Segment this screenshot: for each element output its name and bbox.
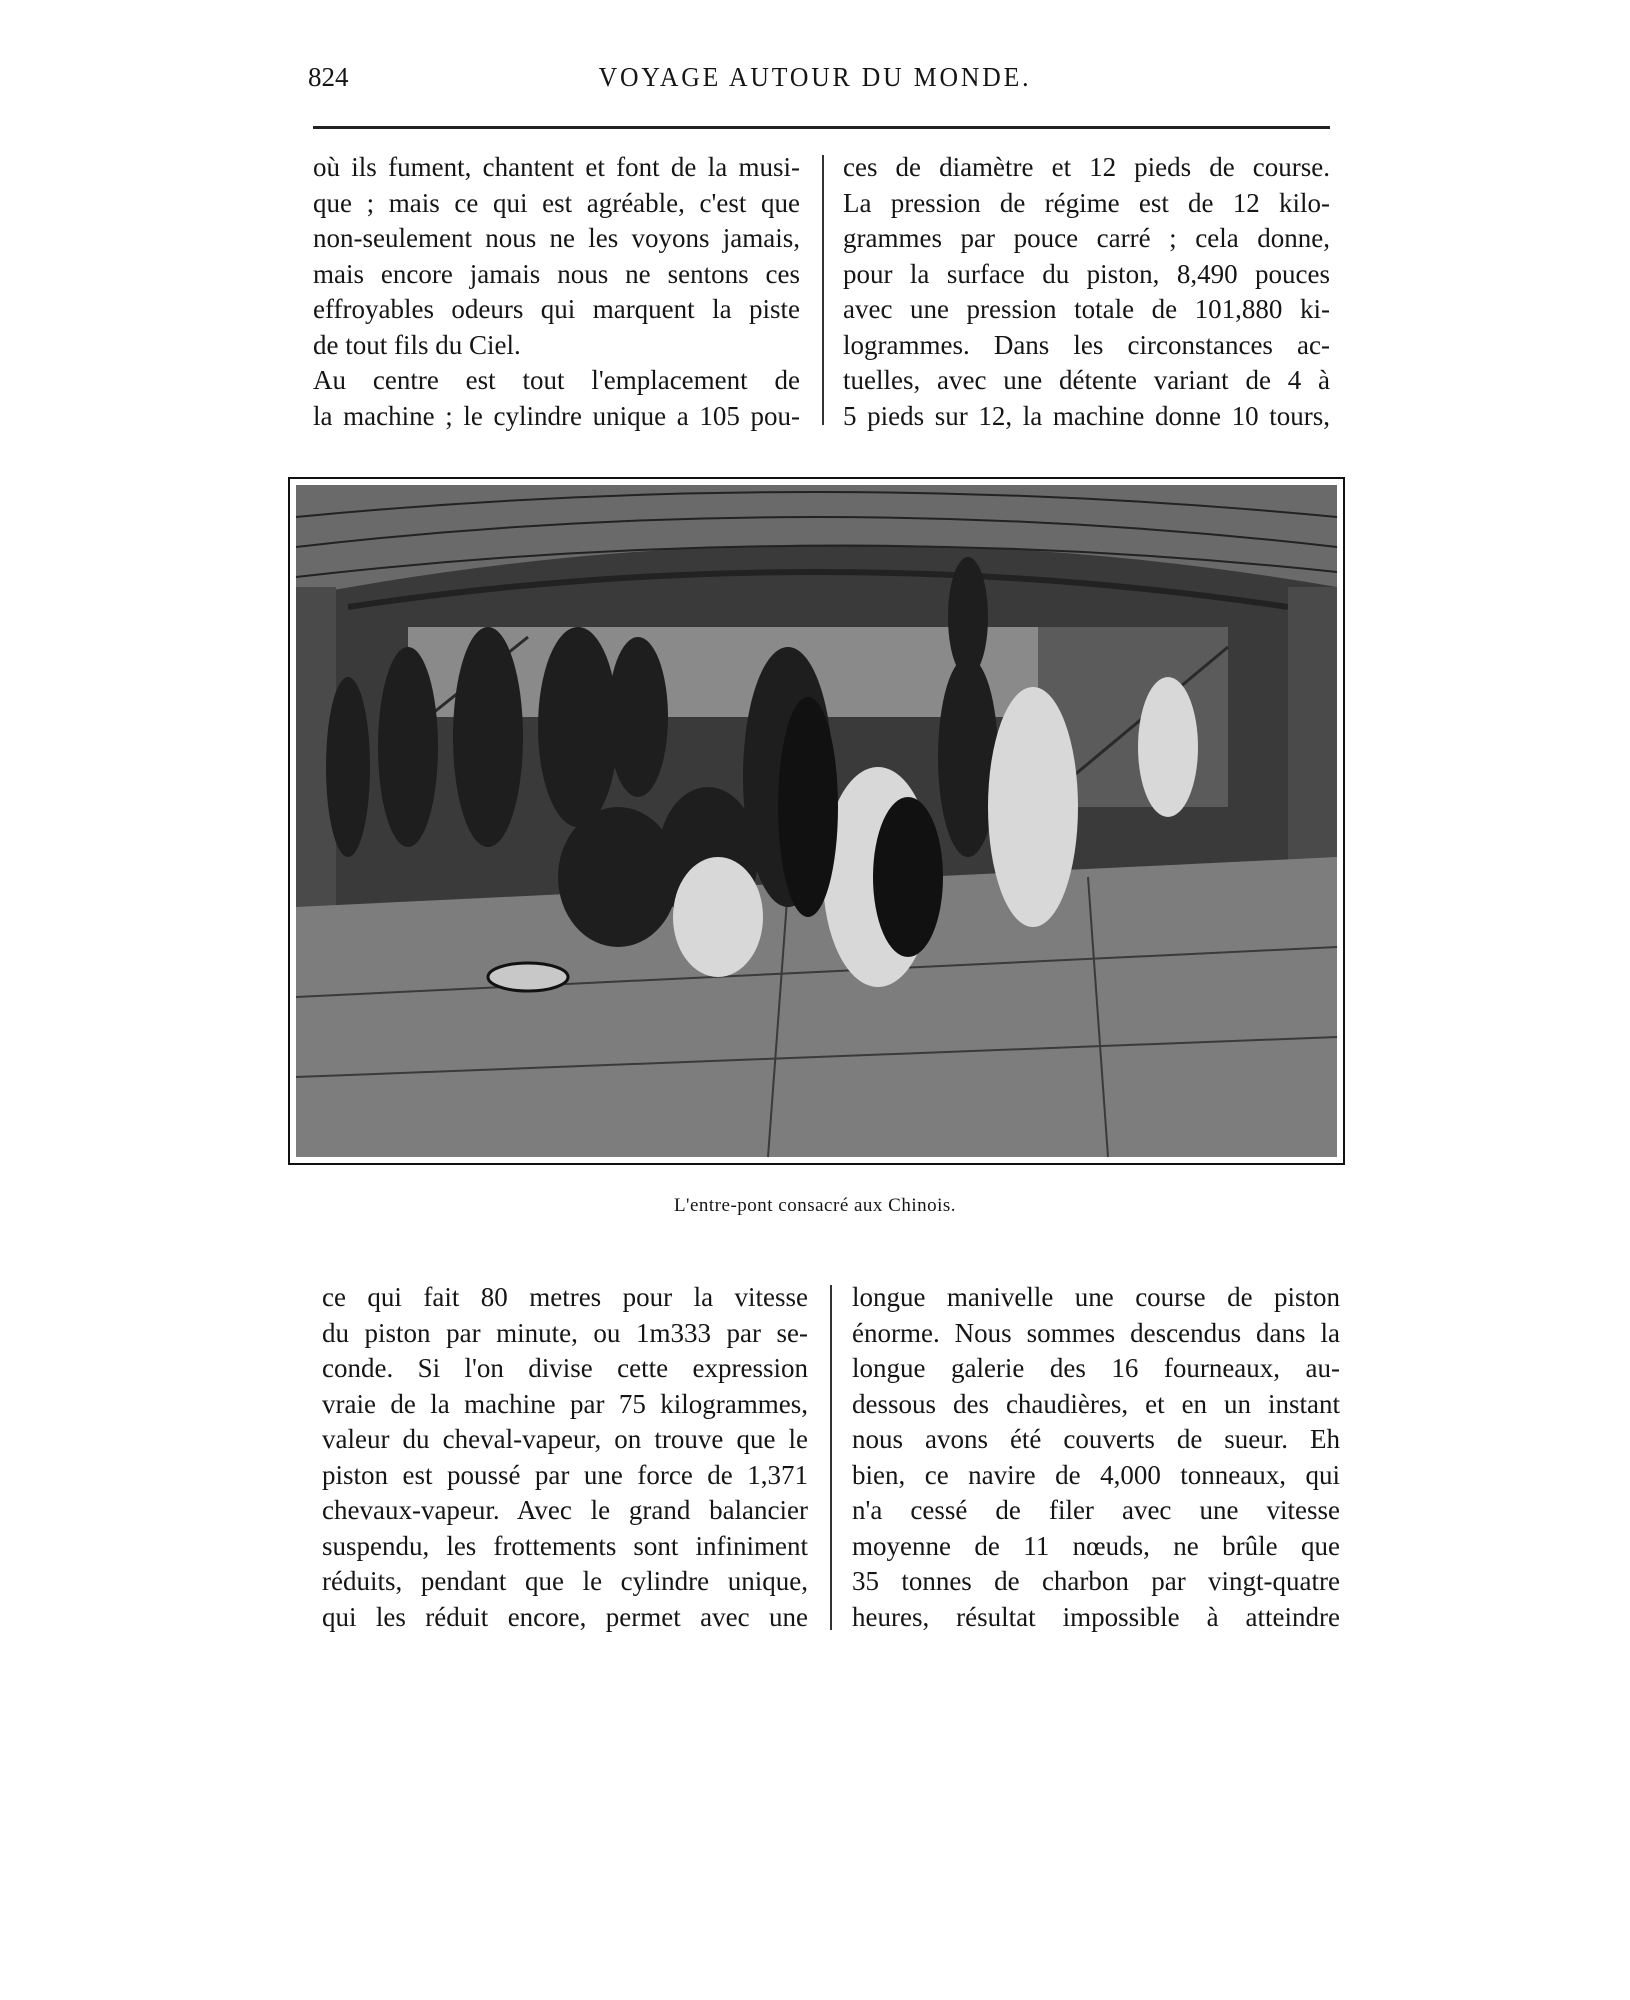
text-line: de tout fils du Ciel.	[313, 329, 521, 360]
figure-caption: L'entre-pont consacré aux Chinois.	[673, 1195, 957, 1216]
text-column-top-left	[313, 150, 800, 434]
text-line: nous avons été couverts de sueur. Eh	[852, 1424, 1340, 1454]
text-line: logrammes. Dans les circonstances ac-	[843, 329, 1330, 360]
text-line: n'a cessé de filer avec une vitesse	[852, 1495, 1340, 1525]
text-line: piston est poussé par une force de 1,371	[322, 1459, 808, 1490]
running-header	[300, 62, 1330, 102]
text-line: réduits, pendant que le cylindre unique,	[322, 1566, 808, 1596]
text-column-bottom-left	[322, 1280, 808, 1635]
column-divider	[830, 1285, 832, 1630]
text-line: énorme. Nous sommes descendus dans la	[852, 1317, 1340, 1348]
text-line: moyenne de 11 nœuds, ne brûle que	[852, 1530, 1340, 1561]
page-number: 824	[308, 62, 349, 92]
text-line: ce qui fait 80 metres pour la vitesse	[322, 1282, 808, 1312]
text-line: dessous des chaudières, et en un instant	[852, 1388, 1340, 1419]
text-line: vraie de la machine par 75 kilogrammes,	[322, 1388, 808, 1419]
text-line: heures, résultat impossible à atteindre	[852, 1601, 1340, 1632]
text-line: du piston par minute, ou 1m333 par se-	[322, 1317, 808, 1348]
text-line: pour la surface du piston, 8,490 pouces	[843, 258, 1330, 289]
text-line: qui les réduit encore, permet avec une	[322, 1601, 808, 1632]
text-line: où ils fument, chantent et font de la musi-	[313, 152, 800, 182]
text-line: que ; mais ce qui est agréable, c'est que	[313, 187, 800, 218]
text-line: valeur du cheval-vapeur, on trouve que le	[322, 1424, 808, 1454]
column-divider	[822, 155, 824, 425]
text-line: chevaux-vapeur. Avec le grand balancier	[322, 1495, 808, 1525]
text-line: 5 pieds sur 12, la machine donne 10 tours,	[843, 400, 1330, 431]
text-line: effroyables odeurs qui marquent la piste	[313, 294, 800, 324]
text-line: 35 tonnes de charbon par vingt-quatre	[852, 1566, 1340, 1596]
text-line: mais encore jamais nous ne sentons ces	[313, 258, 800, 289]
text-line: La pression de régime est de 12 kilo-	[843, 187, 1330, 218]
text-line: longue manivelle une course de piston	[852, 1282, 1340, 1312]
text-line: longue galerie des 16 fourneaux, au-	[852, 1353, 1340, 1383]
text-column-top-right	[843, 150, 1330, 434]
text-line: grammes par pouce carré ; cela donne,	[843, 223, 1330, 253]
text-line: ces de diamètre et 12 pieds de course.	[843, 152, 1330, 182]
text-column-bottom-right	[852, 1280, 1340, 1635]
engraving-illustration	[288, 477, 1345, 1165]
text-line: conde. Si l'on divise cette expression	[322, 1353, 808, 1383]
running-title: VOYAGE AUTOUR DU MONDE.	[598, 62, 1032, 92]
text-line: tuelles, avec une détente variant de 4 à	[843, 365, 1330, 395]
header-rule	[313, 126, 1330, 129]
text-line: avec une pression totale de 101,880 ki-	[843, 294, 1330, 324]
text-line: suspendu, les frottements sont infiniment	[322, 1530, 808, 1561]
illustration-steerage-deck	[288, 477, 1345, 1165]
text-line: non-seulement nous ne les voyons jamais,	[313, 223, 800, 253]
text-line: bien, ce navire de 4,000 tonneaux, qui	[852, 1459, 1340, 1490]
text-line: Au centre est tout l'emplacement de	[313, 365, 800, 395]
text-line: la machine ; le cylindre unique a 105 pou-	[313, 400, 800, 431]
